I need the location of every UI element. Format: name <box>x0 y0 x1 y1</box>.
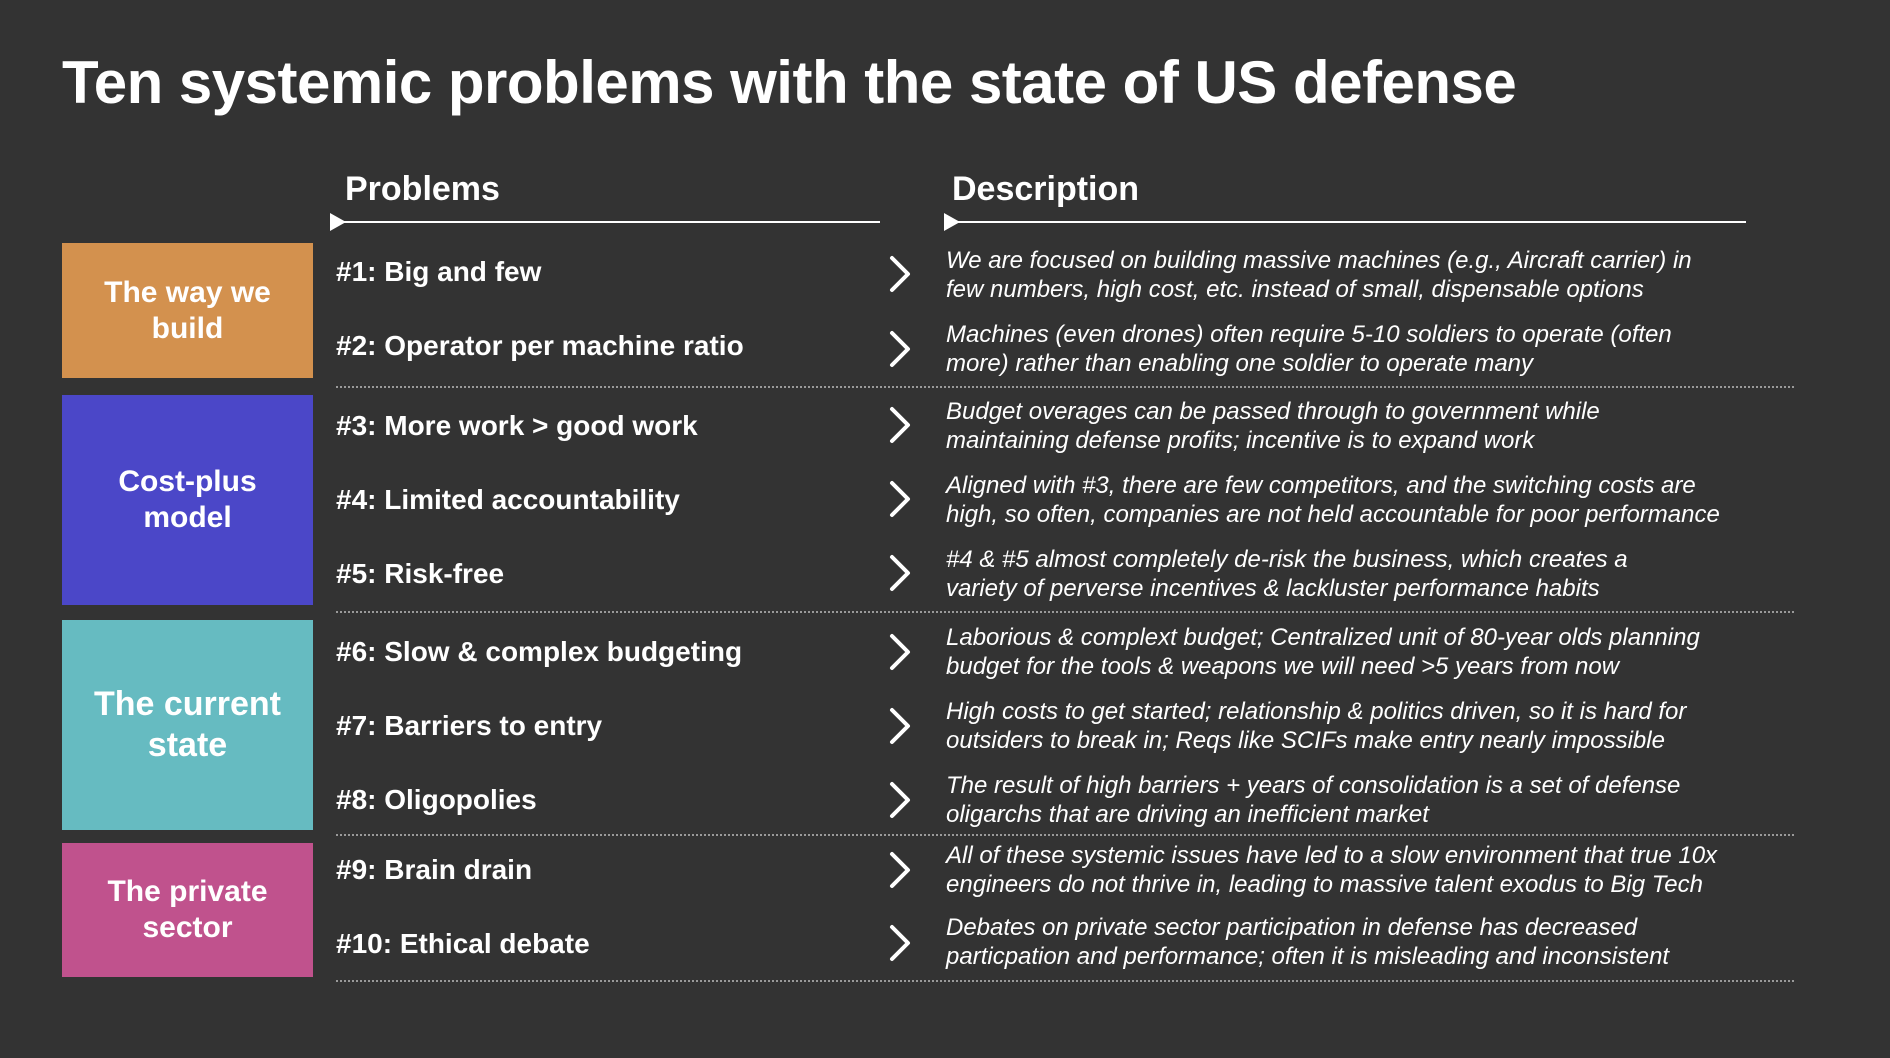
description-line: more) rather than enabling one soldier to operate many <box>946 350 1534 377</box>
group-label-line: sector <box>142 911 233 944</box>
group-label-line: The private <box>107 875 268 908</box>
problem-description <box>946 320 1846 378</box>
problem-description <box>946 471 1846 529</box>
group-label-line: Cost-plus <box>118 465 257 498</box>
group-the-current-state <box>62 620 313 830</box>
description-line: Aligned with #3, there are few competitors, and the switching costs are <box>946 472 1696 499</box>
chevron-right-icon <box>884 252 914 296</box>
description-line: #4 & #5 almost completely de-risk the business, which creates a <box>946 546 1628 573</box>
description-line: maintaining defense profits; incentive is to expand work <box>946 427 1535 454</box>
description-line: particpation and performance; often it is misleading and inconsistent <box>946 943 1670 970</box>
group-the-way-we-build <box>62 243 313 378</box>
chevron-right-icon <box>884 630 914 674</box>
problems-header-arrow-line <box>334 221 880 223</box>
chevron-right-icon <box>884 921 914 965</box>
chevron-right-icon <box>884 327 914 371</box>
description-line: high, so often, companies are not held accountable for poor performance <box>946 501 1720 528</box>
problem-description <box>946 913 1846 971</box>
problem-label: #5: Risk-free <box>336 558 505 589</box>
problem-description <box>946 545 1846 603</box>
problem-description <box>946 623 1846 681</box>
description-line: Debates on private sector participation in defense has decreased <box>946 914 1638 941</box>
description-line: engineers do not thrive in, leading to massive talent exodus to Big Tech <box>946 871 1703 898</box>
description-line: The result of high barriers + years of consolidation is a set of defense <box>946 772 1681 799</box>
description-column-header: Description <box>952 170 1140 208</box>
problem-label: #9: Brain drain <box>336 854 533 885</box>
chevron-right-icon <box>884 848 914 892</box>
description-header-arrow-line <box>948 221 1746 223</box>
problem-label: #2: Operator per machine ratio <box>336 330 744 361</box>
chevron-right-icon <box>884 778 914 822</box>
group-label-line: state <box>147 726 228 764</box>
group-label-line: The way we <box>104 275 271 309</box>
group-divider <box>336 980 1794 982</box>
group-label-line: The current <box>93 685 282 724</box>
problem-description <box>946 246 1846 304</box>
group-label-line: build <box>151 311 224 345</box>
description-line: Machines (even drones) often require 5-10 soldiers to operate (often <box>946 321 1672 348</box>
group-divider <box>336 386 1794 388</box>
description-line: oligarchs that are driving an inefficient market <box>946 801 1429 828</box>
problem-label: #6: Slow & complex budgeting <box>336 636 743 667</box>
description-line: High costs to get started; relationship & politics driven, so it is hard for <box>946 698 1687 725</box>
description-line: few numbers, high cost, etc. instead of small, dispensable options <box>946 276 1644 303</box>
problem-label: #3: More work > good work <box>336 410 698 441</box>
description-line: All of these systemic issues have led to a slow environment that true 10x <box>946 842 1718 869</box>
problem-description <box>946 841 1846 899</box>
chevron-right-icon <box>884 551 914 595</box>
description-line: outsiders to break in; Reqs like SCIFs make entry nearly impossible <box>946 727 1665 754</box>
group-cost-plus-model <box>62 395 313 605</box>
problem-description <box>946 771 1846 829</box>
description-line: Laborious & complext budget; Centralized unit of 80-year olds planning <box>946 624 1700 651</box>
description-line: We are focused on building massive machines (e.g., Aircraft carrier) in <box>946 247 1692 274</box>
chevron-right-icon <box>884 704 914 748</box>
chevron-right-icon <box>884 403 914 447</box>
problem-label: #8: Oligopolies <box>336 784 537 815</box>
group-label-line: model <box>143 501 232 534</box>
problem-label: #1: Big and few <box>336 256 542 287</box>
description-line: variety of perverse incentives & lackluster performance habits <box>946 575 1600 602</box>
group-divider <box>336 611 1794 613</box>
problem-description <box>946 397 1846 455</box>
description-line: budget for the tools & weapons we will need >5 years from now <box>946 653 1620 680</box>
problem-label: #7: Barriers to entry <box>336 710 603 741</box>
description-line: Budget overages can be passed through to government while <box>946 398 1600 425</box>
group-the-private-sector <box>62 843 313 977</box>
page-title: Ten systemic problems with the state of US defense <box>62 49 1517 116</box>
problems-column-header: Problems <box>345 170 500 208</box>
chevron-right-icon <box>884 477 914 521</box>
problem-description <box>946 697 1846 755</box>
problem-label: #4: Limited accountability <box>336 484 680 515</box>
group-divider <box>336 834 1794 836</box>
problem-label: #10: Ethical debate <box>336 928 590 959</box>
